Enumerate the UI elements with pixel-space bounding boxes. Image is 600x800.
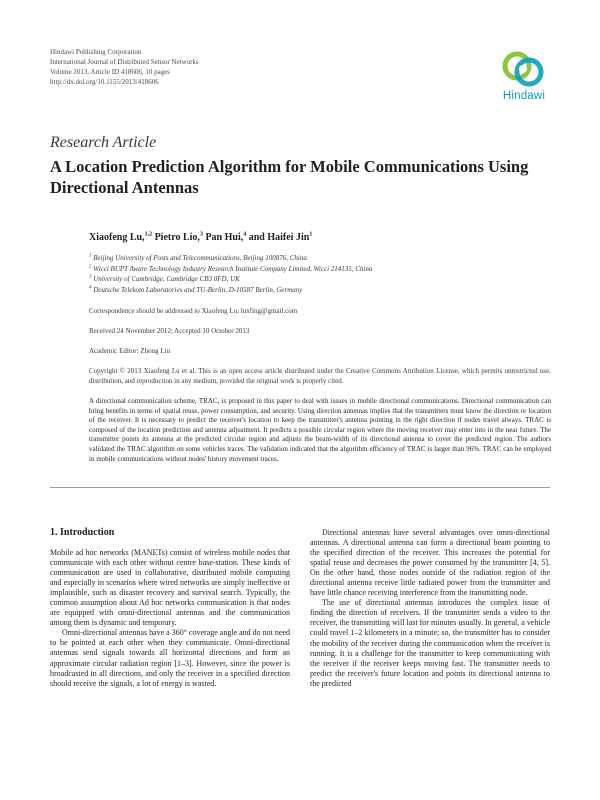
author-affiliation-marker: 4 [243, 231, 247, 238]
author-affiliation-marker: 1,2 [144, 231, 153, 238]
author-name: Xiaofeng Lu, [89, 232, 145, 243]
journal-name: International Journal of Distributed Sensor Networks [50, 58, 199, 66]
article-type: Research Article [50, 134, 157, 151]
author-name: Pietro Lio, [152, 232, 200, 243]
abstract-text: A directional communication scheme, TRAC, is proposed in this paper to deal with issues in mobile directional communications. Directional communication can bring benefits in terms of spatial reuse, power consumption, and security. Using direction antennas implies that the transmitters must know the direction or location of the receiver. It is necessary to predict the receiver's location to keep the transmitter's antenna pointing in the right direction if nodes travel always. TRAC is composed of the location prediction and antenna adjustment. It predicts a possible circular region where the moving receiver may enter into in the near future. The transmitter points its antenna at the predicted circular region and adjusts the beam-width of its directional antenna to cover the predicted region. The authors validated the TRAC algorithm on some vehicles traces. The validation indicated that the algorithm efficiency of TRAC is larger than 96%. TRAC can be employed in mobile communications without nodes' history movement traces. [89, 397, 551, 463]
article-title: A Location Prediction Algorithm for Mobile Communications Using Directional Antennas [50, 157, 529, 197]
copyright-notice: Copyright © 2013 Xiaofeng Lu et al. This is an open access article distributed under the Creative Commons Attribution License, which permits unrestricted use, distribution, and reproduction in any medium, provided the original work is properly cited. [89, 367, 551, 385]
affiliation-list [89, 253, 372, 295]
author-affiliation-marker: 3 [199, 231, 203, 238]
body-paragraph: The use of directional antennas introduces the complex issue of finding the direction of receivers. If the transmitter sends a video to the receiver, the transmitting will last for minutes usually. In general, a vehicle could travel 1–2 kilometers in a minute; so, the transmitter has to consider the mobility of the receiver during the communication when the receiver is running. It is a challenge for the transmitter to keep communicating with the receiver if the receiver keeps moving fast. The transmitter needs to predict the receiver's future location and points its directional antenna to the predicted [310, 598, 550, 688]
hindawi-logo-text: Hindawi [502, 90, 546, 102]
affiliation-item: $^1$ Beijing University of Posts and Telecommunications, Beijing 100876, China [89, 253, 307, 262]
body-column-left [50, 548, 290, 689]
author-list [89, 232, 312, 243]
journal-masthead [50, 47, 199, 87]
hindawi-logo-icon [501, 50, 547, 90]
author-name: Pan Hui, [202, 232, 244, 243]
received-accepted-dates: Received 24 November 2012; Accepted 10 October 2013 [89, 327, 250, 335]
publisher-line: Hindawi Publishing Corporation [50, 48, 142, 56]
body-paragraph: Mobile ad hoc networks (MANETs) consist of wireless mobile nodes that communicate with each other without centre base-station. These kinds of communication are used in collaborative, distributed mobile computing and especially in scenarios where wired networks are simply ineffective or implausible, such as disaster recovery and survival search. Typically, the common assumption about Ad hoc networks communication is that nodes are equipped with omni-directional antennas and the communication among them is dynamic and temporary. [50, 548, 290, 628]
section-heading: 1. Introduction [50, 527, 115, 538]
section-divider [50, 487, 550, 488]
author-name: and Haifei Jin [246, 232, 310, 243]
body-column-right [310, 528, 550, 689]
body-paragraph: Directional antennas have several advantages over omni-directional antennas. A directional antenna can form a directional beam pointing to the specified direction of the receiver. This increases the potential for spatial reuse and decreases the power consumed by the transmitter [4, 5]. On the other hand, those nodes outside of the radiation region of the directional antenna receive little radiated power from the transmitter and have little chance receiving interference from the transmitting node. [310, 528, 550, 598]
hindawi-logo [493, 50, 555, 108]
correspondence-note: Correspondence should be addressed to Xiaofeng Lu; luxfing@gmail.com [89, 307, 298, 315]
affiliation-item: $^3$ University of Cambridge, Cambridge CB3 0FD, UK [89, 274, 240, 283]
doi-link[interactable]: http://dx.doi.org/10.1155/2013/418606 [50, 78, 159, 86]
author-affiliation-marker: 1 [309, 231, 313, 238]
affiliation-item: $^2$ Wicci BUPT Aware Technology Industry Research Institute Company Limited, Wicci 214135, China [89, 264, 373, 273]
academic-editor: Academic Editor: Zhong Liu [89, 347, 171, 355]
volume-line: Volume 2013, Article ID 418606, 10 pages [50, 68, 171, 76]
body-paragraph: Omni-directional antennas have a 360° coverage angle and do not need to be pointed at each other when they communicate. Omni-directional antennas send signals towards all horizontal directions and form an approximate circular radiation region [1–3]. However, since the power is broadcasted in all directions, and only the receiver in a specified direction should receive the signals, a lot of energy is wasted. [50, 628, 290, 688]
affiliation-item: $^4$ Deutsche Telekom Laboratories and TU-Berlin, D-10587 Berlin, Germany [89, 285, 303, 294]
